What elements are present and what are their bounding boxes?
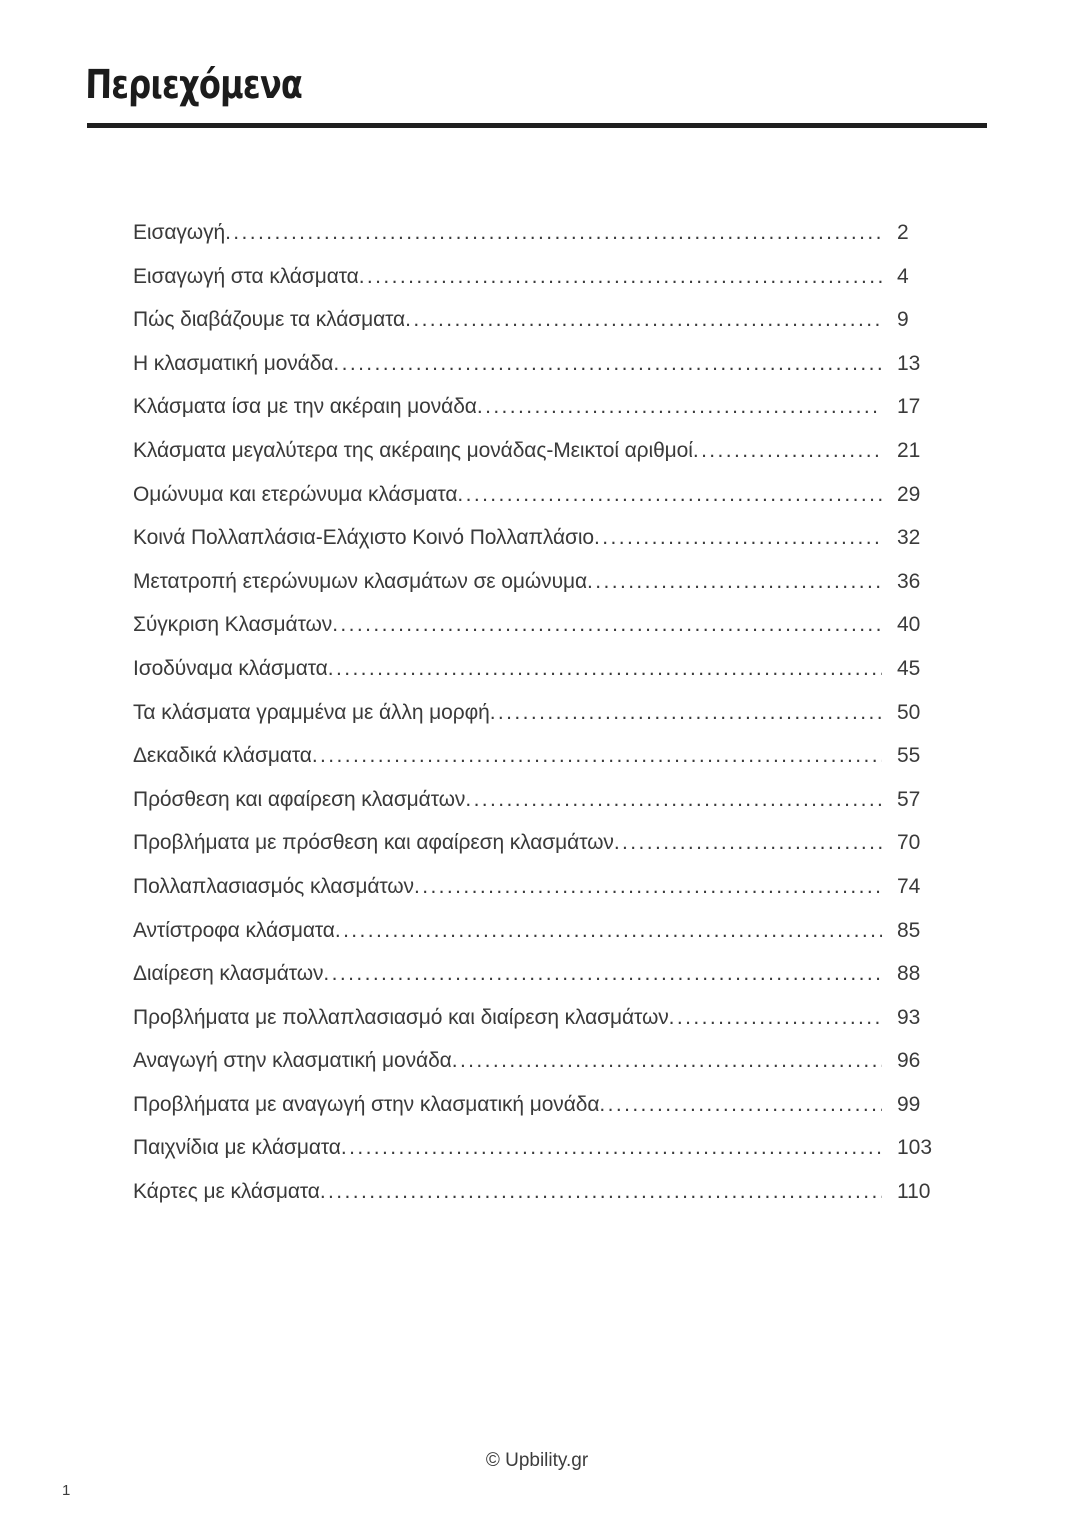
toc-entry-title: Πολλαπλασιασμός κλασμάτων xyxy=(133,874,414,898)
toc-entry[interactable] xyxy=(133,647,957,691)
toc-entry[interactable] xyxy=(133,255,957,299)
toc-entry[interactable] xyxy=(133,1083,957,1127)
page-header xyxy=(85,62,356,108)
toc-leader-dots xyxy=(599,1083,882,1127)
toc-entry-title: Εισαγωγή στα κλάσματα xyxy=(133,264,359,288)
toc-entry-page: 17 xyxy=(897,395,921,419)
toc-leader-dots xyxy=(614,821,882,865)
toc-entry[interactable] xyxy=(133,560,957,604)
toc-entry[interactable] xyxy=(133,952,957,996)
toc-entry-page: 103 xyxy=(897,1136,933,1160)
toc-entry[interactable] xyxy=(133,516,957,560)
toc-entry-page: 96 xyxy=(897,1049,921,1073)
toc-entry-title: Κλάσματα μεγαλύτερα της ακέραιης μονάδας-Μεικτοί αριθμοί xyxy=(133,438,693,462)
toc-entry[interactable] xyxy=(133,385,957,429)
toc-entry-title: Παιχνίδια με κλάσματα xyxy=(133,1136,341,1160)
toc-leader-dots xyxy=(693,429,882,473)
toc-entry-page: 74 xyxy=(897,874,921,898)
toc-leader-dots xyxy=(594,516,882,560)
toc-list xyxy=(133,211,957,1214)
toc-leader-dots xyxy=(359,255,882,299)
toc-entry-page: 45 xyxy=(897,656,921,680)
toc-entry-page: 32 xyxy=(897,526,921,550)
toc-leader-dots xyxy=(320,1170,882,1214)
toc-leader-dots xyxy=(452,1039,882,1083)
toc-leader-dots xyxy=(465,778,882,822)
toc-entry[interactable] xyxy=(133,778,957,822)
toc-entry[interactable] xyxy=(133,1039,957,1083)
toc-entry-title: Η κλασματική μονάδα xyxy=(133,351,334,375)
toc-entry-title: Μετατροπή ετερώνυμων κλασμάτων σε ομώνυμα xyxy=(133,569,588,593)
toc-entry-title: Προβλήματα με πρόσθεση και αφαίρεση κλασμάτων xyxy=(133,831,614,855)
title-underline-rule xyxy=(87,123,987,128)
page-number: 1 xyxy=(62,1482,71,1499)
toc-leader-dots xyxy=(335,909,882,953)
toc-entry-page: 85 xyxy=(897,918,921,942)
toc-entry-title: Κοινά Πολλαπλάσια-Ελάχιστο Κοινό Πολλαπλάσιο xyxy=(133,526,594,550)
toc-entry-page: 13 xyxy=(897,351,921,375)
toc-entry[interactable] xyxy=(133,342,957,386)
toc-entry-title: Προβλήματα με πολλαπλασιασμό και διαίρεση κλασμάτων xyxy=(133,1005,669,1029)
toc-entry-page: 2 xyxy=(897,221,909,244)
toc-entry-page: 93 xyxy=(897,1005,921,1029)
toc-entry-title: Δεκαδικά κλάσματα xyxy=(133,744,312,768)
toc-entry-title: Πρόσθεση και αφαίρεση κλασμάτων xyxy=(133,787,466,811)
toc-entry-title: Τα κλάσματα γραμμένα με άλλη μορφή xyxy=(133,700,490,724)
toc-leader-dots xyxy=(490,691,882,735)
toc-leader-dots xyxy=(405,298,882,342)
toc-entry-title: Σύγκριση Κλασμάτων xyxy=(133,613,333,637)
toc-leader-dots xyxy=(414,865,882,909)
toc-entry-title: Κλάσματα ίσα με την ακέραιη μονάδα xyxy=(133,395,477,419)
toc-entry-title: Ομώνυμα και ετερώνυμα κλάσματα xyxy=(133,482,458,506)
toc-entry-page: 36 xyxy=(897,569,921,593)
page-title: Περιεχόμενα xyxy=(85,62,303,108)
toc-entry-title: Προβλήματα με αναγωγή στην κλασματική μονάδα xyxy=(133,1092,600,1116)
toc-entry-page: 4 xyxy=(897,264,909,288)
toc-entry-title: Πώς διαβάζουμε τα κλάσματα xyxy=(133,308,406,332)
toc-entry-title: Ισοδύναμα κλάσματα xyxy=(133,656,328,680)
toc-entry[interactable] xyxy=(133,1126,957,1170)
toc-entry[interactable] xyxy=(133,1170,957,1214)
toc-leader-dots xyxy=(457,473,882,517)
toc-entry-page: 21 xyxy=(897,438,921,462)
toc-entry[interactable] xyxy=(133,691,957,735)
toc-entry-page: 40 xyxy=(897,613,921,637)
toc-entry[interactable] xyxy=(133,734,957,778)
toc-leader-dots xyxy=(312,734,882,778)
toc-entry[interactable] xyxy=(133,909,957,953)
toc-entry[interactable] xyxy=(133,603,957,647)
toc-entry-page: 110 xyxy=(897,1180,931,1204)
toc-leader-dots xyxy=(669,996,882,1040)
toc-leader-dots xyxy=(225,211,882,255)
toc-entry-page: 57 xyxy=(897,787,921,811)
toc-entry-page: 29 xyxy=(897,482,921,506)
toc-entry-page: 55 xyxy=(897,744,921,768)
copyright-text: © Upbility.gr xyxy=(485,1450,589,1471)
toc-entry-title: Εισαγωγή xyxy=(133,221,226,244)
toc-entry-page: 88 xyxy=(897,962,921,986)
toc-leader-dots xyxy=(333,342,882,386)
toc-leader-dots xyxy=(323,952,882,996)
toc-leader-dots xyxy=(341,1126,882,1170)
toc-entry-title: Αντίστροφα κλάσματα xyxy=(133,918,335,942)
toc-leader-dots xyxy=(332,603,882,647)
toc-entry[interactable] xyxy=(133,821,957,865)
toc-entry-page: 9 xyxy=(897,308,909,332)
toc-entry-page: 50 xyxy=(897,700,921,724)
toc-entry[interactable] xyxy=(133,865,957,909)
toc-entry-page: 99 xyxy=(897,1092,921,1116)
toc-entry-title: Αναγωγή στην κλασματική μονάδα xyxy=(133,1049,452,1073)
toc-entry[interactable] xyxy=(133,996,957,1040)
toc-entry[interactable] xyxy=(133,429,957,473)
toc-leader-dots xyxy=(477,385,882,429)
toc-entry[interactable] xyxy=(133,298,957,342)
toc-entry-page: 70 xyxy=(897,831,921,855)
toc-leader-dots xyxy=(328,647,882,691)
toc-entry[interactable] xyxy=(133,211,957,255)
toc-leader-dots xyxy=(587,560,882,604)
toc-entry-title: Διαίρεση κλασμάτων xyxy=(133,962,324,986)
toc-entry[interactable] xyxy=(133,473,957,517)
toc-entry-title: Κάρτες με κλάσματα xyxy=(133,1180,320,1204)
